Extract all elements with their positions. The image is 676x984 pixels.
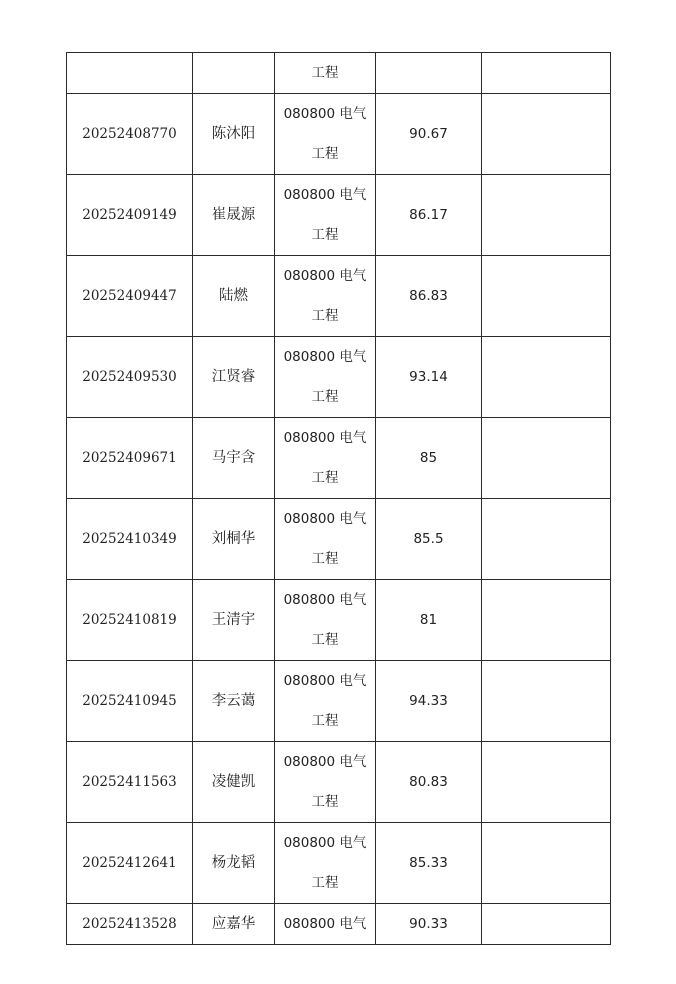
table-row	[67, 823, 611, 904]
major-line-1: 080800 电气	[283, 430, 367, 446]
major-line-1: 080800 电气	[283, 754, 367, 770]
student-id-cell: 20252413528	[67, 904, 193, 945]
score-cell: 81	[376, 580, 482, 661]
score-cell: 85.33	[376, 823, 482, 904]
student-name-cell: 王清宇	[193, 580, 275, 661]
note-cell	[482, 175, 611, 256]
major-line-2: 工程	[311, 389, 339, 405]
major-line-1: 080800 电气	[283, 268, 367, 284]
score-cell: 93.14	[376, 337, 482, 418]
student-name-cell: 陈沐阳	[193, 94, 275, 175]
major-line-1: 080800 电气	[283, 187, 367, 203]
note-cell	[482, 823, 611, 904]
major-line-2: 工程	[311, 470, 339, 486]
major-line-2: 工程	[311, 308, 339, 324]
admission-list-table	[66, 52, 611, 945]
table-body	[67, 53, 611, 945]
student-name-cell: 马宇含	[193, 418, 275, 499]
score-cell: 86.17	[376, 175, 482, 256]
table-row	[67, 418, 611, 499]
student-id-cell: 20252412641	[67, 823, 193, 904]
student-name-cell: 应嘉华	[193, 904, 275, 945]
score-cell: 90.67	[376, 94, 482, 175]
major-line-2: 工程	[311, 146, 339, 162]
major-line-2: 工程	[311, 875, 339, 891]
note-cell	[482, 256, 611, 337]
note-cell	[482, 499, 611, 580]
student-id-cell: 20252409671	[67, 418, 193, 499]
student-id-cell: 20252410349	[67, 499, 193, 580]
major-cell	[275, 256, 376, 337]
score-cell: 90.33	[376, 904, 482, 945]
student-name-cell: 陆燃	[193, 256, 275, 337]
student-name-cell: 李云蔼	[193, 661, 275, 742]
major-line-2: 工程	[311, 551, 339, 567]
student-id-cell: 20252410819	[67, 580, 193, 661]
note-cell	[482, 94, 611, 175]
major-line-1: 080800 电气	[283, 511, 367, 527]
major-line-2: 工程	[311, 713, 339, 729]
student-name-cell: 凌健凯	[193, 742, 275, 823]
table-row	[67, 175, 611, 256]
note-cell	[482, 337, 611, 418]
major-cell	[275, 175, 376, 256]
major-line-1: 080800 电气	[283, 106, 367, 122]
table-row	[67, 580, 611, 661]
major-line-1: 080800 电气	[283, 835, 367, 851]
major-cell	[275, 53, 376, 94]
score-cell: 94.33	[376, 661, 482, 742]
major-cell	[275, 337, 376, 418]
major-line-2: 工程	[311, 632, 339, 648]
student-name-cell: 刘桐华	[193, 499, 275, 580]
major-line-2: 工程	[311, 794, 339, 810]
score-cell: 85	[376, 418, 482, 499]
student-id-cell: 20252409530	[67, 337, 193, 418]
major-cell	[275, 661, 376, 742]
major-cell	[275, 580, 376, 661]
major-cell	[275, 823, 376, 904]
note-cell	[482, 742, 611, 823]
note-cell	[482, 661, 611, 742]
major-cell	[275, 94, 376, 175]
major-cell	[275, 499, 376, 580]
major-line-2: 工程	[311, 65, 339, 81]
table-row-continued	[67, 53, 611, 94]
score-cell: 86.83	[376, 256, 482, 337]
student-name-cell: 崔晟源	[193, 175, 275, 256]
score-cell: 80.83	[376, 742, 482, 823]
major-line-2: 工程	[311, 227, 339, 243]
student-name-cell: 杨龙韬	[193, 823, 275, 904]
student-id-cell: 20252409149	[67, 175, 193, 256]
student-name-cell	[193, 53, 275, 94]
score-cell: 85.5	[376, 499, 482, 580]
student-id-cell: 20252409447	[67, 256, 193, 337]
note-cell	[482, 53, 611, 94]
table-row	[67, 94, 611, 175]
table-row	[67, 661, 611, 742]
student-id-cell: 20252411563	[67, 742, 193, 823]
table-row-partial	[67, 904, 611, 945]
note-cell	[482, 904, 611, 945]
table-row	[67, 499, 611, 580]
note-cell	[482, 418, 611, 499]
score-cell	[376, 53, 482, 94]
student-id-cell	[67, 53, 193, 94]
major-line-1: 080800 电气	[283, 349, 367, 365]
table-row	[67, 337, 611, 418]
student-id-cell: 20252408770	[67, 94, 193, 175]
student-id-cell: 20252410945	[67, 661, 193, 742]
student-name-cell: 江贤睿	[193, 337, 275, 418]
major-cell	[275, 418, 376, 499]
major-cell	[275, 742, 376, 823]
note-cell	[482, 580, 611, 661]
major-line-1: 080800 电气	[283, 592, 367, 608]
table-row	[67, 256, 611, 337]
major-line-1: 080800 电气	[283, 916, 367, 932]
table-row	[67, 742, 611, 823]
major-line-1: 080800 电气	[283, 673, 367, 689]
major-cell	[275, 904, 376, 945]
